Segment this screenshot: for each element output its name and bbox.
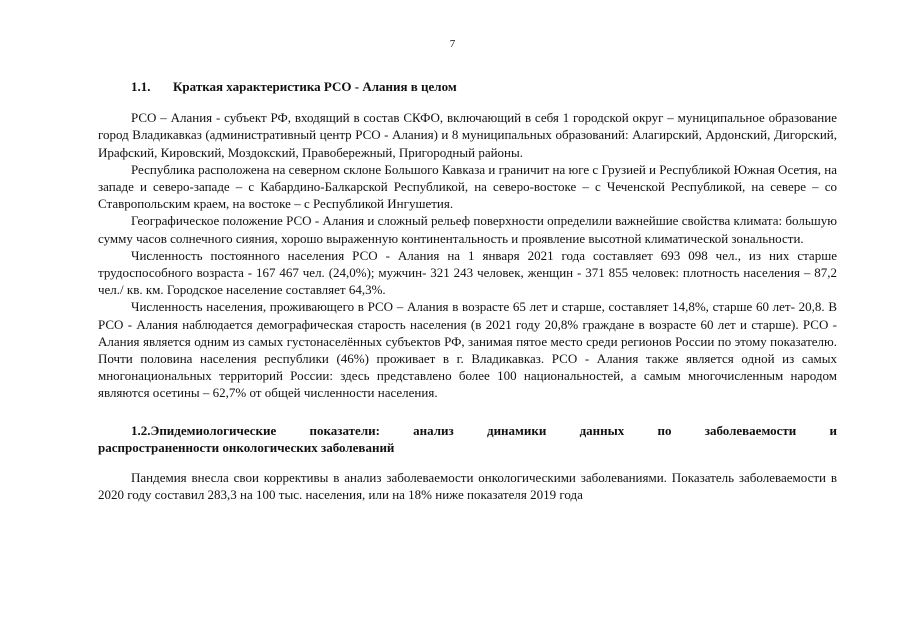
paragraph-5: Численность населения, проживающего в РСО – Алания в возрасте 65 лет и старше, составляет 14,8%, старше 60 лет- 20,8. В РСО - Алания наблюдается демографическая старость населения (в 2021 году 20,8% граждане в возрасте 60 лет и старше). РСО - Алания является одним из самых густонаселённых субъектов РФ, занимая пятое место среди регионов России по этому показателю. Почти половина населения республики (46%) проживает в г. Владикавказ. РСО - Алания также является одной из самых многонациональных территорий России: здесь представлено более 100 национальностей, а самым многочисленным народом являются осетины – 62,7% от общей численности населения.: [98, 299, 837, 401]
paragraph-3: Географическое положение РСО - Алания и сложный рельеф поверхности определили важнейшие свойства климата: большую сумму часов солнечного сияния, хорошо выраженную континентальность и проявление высотной климатической зональности.: [98, 213, 837, 246]
section-heading-1-1: [98, 78, 837, 95]
paragraph-2: Республика расположена на северном склоне Большого Кавказа и граничит на юге с Грузией и Республикой Южная Осетия, на западе и северо-западе – с Кабардино-Балкарской Республикой, на северо-востоке – с Чеченской Республикой, на севере – со Ставропольским краем, на востоке – с Республикой Ингушетия.: [98, 161, 837, 212]
page-number: 7: [449, 38, 456, 50]
section-heading-line-2: распространенности онкологических заболеваний: [98, 439, 395, 455]
paragraph-4: Численность постоянного населения РСО - Алания на 1 января 2021 года составляет 693 098 чел., из них старше трудоспособного возраста - 167 467 чел. (24,0%); мужчин- 321 243 человек, женщин - 371 855 человек: плотность населения – 87,2 чел./ кв. км. Городское население составляет 64,3%.: [98, 247, 837, 298]
section-number: 1.1.: [131, 79, 151, 94]
section-heading-line-1: 1.2.Эпидемиологические показатели: анализ динамики данных по заболеваемости и: [131, 422, 837, 438]
page-content: [98, 78, 837, 503]
section-heading-1-2: [98, 422, 837, 456]
paragraph-1: РСО – Алания - субъект РФ, входящий в состав СКФО, включающий в себя 1 городской округ – муниципальное образование город Владикавказ (административный центр РСО - Алания) и 8 муниципальных образований: Алагирский, Ардонский, Дигорский, Ирафский, Кировский, Моздокский, Правобережный, Пригородный районы.: [98, 110, 837, 160]
section-title: Краткая характеристика РСО - Алания в целом: [173, 79, 457, 94]
paragraph-6: Пандемия внесла свои коррективы в анализ заболеваемости онкологическими заболеваниями. Показатель заболеваемости в 2020 году составил 283,3 на 100 тыс. населения, или на 18% ниже показателя 2019 года: [98, 470, 837, 503]
